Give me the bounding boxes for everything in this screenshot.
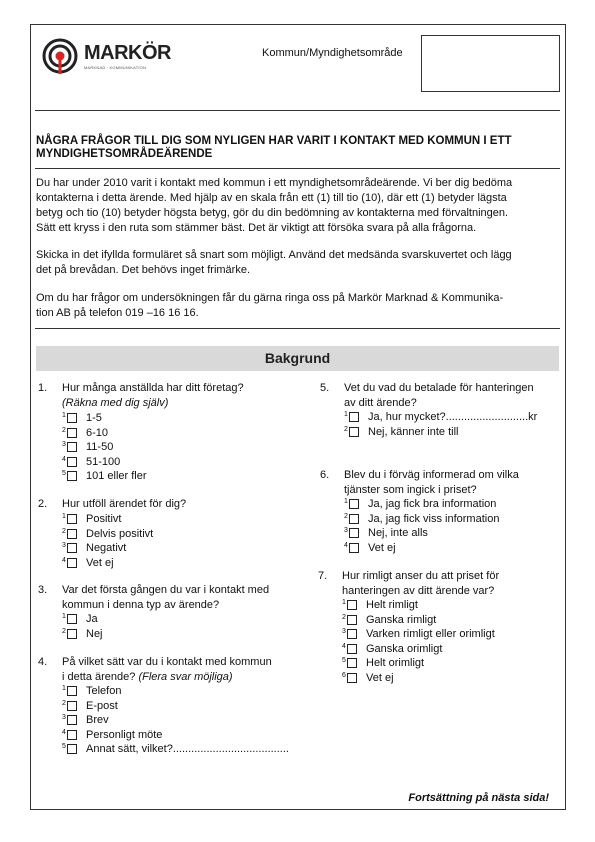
option-label: Nej bbox=[86, 627, 103, 640]
question-text: av ditt ärende? bbox=[344, 396, 417, 409]
option-number: 2 bbox=[62, 527, 66, 535]
option-number: 3 bbox=[62, 441, 66, 448]
question-number: 4. bbox=[38, 656, 48, 668]
checkbox[interactable] bbox=[67, 614, 77, 624]
checkbox[interactable] bbox=[349, 514, 359, 524]
option-label: Personligt möte bbox=[86, 728, 163, 741]
divider bbox=[35, 168, 560, 169]
question-number: 2. bbox=[38, 498, 48, 510]
continuation-note: Fortsättning på nästa sida! bbox=[408, 792, 549, 804]
question-text bbox=[62, 670, 233, 685]
checkbox[interactable] bbox=[67, 715, 77, 725]
question-number: 7. bbox=[318, 570, 328, 582]
question-text: hanteringen av ditt ärende var? bbox=[342, 584, 495, 597]
option-number: 4 bbox=[62, 556, 66, 564]
option-label: Brev bbox=[86, 714, 109, 726]
checkbox[interactable] bbox=[67, 543, 77, 553]
checkbox[interactable] bbox=[67, 413, 77, 423]
option-label: Varken rimligt eller orimligt bbox=[366, 628, 495, 640]
checkbox[interactable] bbox=[347, 600, 357, 610]
option-label: Negativt bbox=[86, 542, 127, 554]
option-label: 1-5 bbox=[86, 412, 102, 424]
question-text: Hur rimligt anser du att priset för bbox=[342, 570, 500, 582]
option-label: Telefon bbox=[86, 685, 122, 697]
checkbox[interactable] bbox=[67, 730, 77, 740]
option-label: 6-10 bbox=[86, 426, 109, 439]
question-text: kommun i denna typ av ärende? bbox=[62, 598, 220, 611]
option-number: 3 bbox=[344, 527, 348, 534]
question-text: Blev du i förväg informerad om vilka bbox=[344, 469, 519, 481]
checkbox[interactable] bbox=[67, 629, 77, 639]
option-number: 2 bbox=[344, 512, 348, 520]
question-number: 3. bbox=[38, 584, 48, 596]
option-number: 1 bbox=[62, 685, 66, 692]
option-number: 6 bbox=[342, 671, 346, 679]
checkbox[interactable] bbox=[347, 658, 357, 668]
option-number: 2 bbox=[62, 426, 66, 434]
option-number: 3 bbox=[62, 542, 66, 549]
option-label: Nej, känner inte till bbox=[368, 425, 459, 438]
logo-text: MARKÖR bbox=[84, 42, 171, 64]
divider bbox=[35, 110, 560, 111]
option-number: 2 bbox=[342, 613, 346, 621]
intro-line: kontakterna i detta ärende. Med hjälp av en skala från ett (1) till tio (10), där ett (1) betyder lägsta bbox=[36, 192, 507, 204]
question-text: På vilket sätt var du i kontakt med kommun bbox=[62, 656, 272, 668]
option-number: 3 bbox=[62, 714, 66, 721]
checkbox[interactable] bbox=[67, 701, 77, 711]
intro-line: Om du har frågor om undersökningen får du gärna ringa oss på Markör Marknad & Kommunika- bbox=[36, 292, 504, 304]
kommun-label: Kommun/Myndighetsområde bbox=[262, 47, 403, 59]
option-label: Ja, jag fick bra information bbox=[368, 498, 497, 510]
option-number: 4 bbox=[62, 455, 66, 463]
intro-line: det på brevådan. Det behövs inget frimärke. bbox=[36, 264, 251, 276]
option-label: Vet ej bbox=[366, 671, 394, 684]
section-title: Bakgrund bbox=[36, 346, 559, 371]
divider bbox=[35, 328, 560, 329]
intro-line: Du har under 2010 varit i kontakt med kommun i ett myndighetsområdeärende. Vi ber dig bedöma bbox=[36, 177, 513, 189]
option-number: 4 bbox=[344, 541, 348, 549]
checkbox[interactable] bbox=[67, 744, 77, 754]
checkbox[interactable] bbox=[67, 471, 77, 481]
survey-heading: NÅGRA FRÅGOR TILL DIG SOM NYLIGEN HAR VARIT I KONTAKT MED KOMMUN I ETT MYNDIGHETSOMRÅDEÄRENDE bbox=[36, 135, 512, 160]
question-text: tjänster som ingick i priset? bbox=[344, 483, 477, 496]
option-label: Helt rimligt bbox=[366, 599, 418, 611]
option-number: 1 bbox=[344, 411, 348, 418]
option-number: 2 bbox=[62, 699, 66, 707]
option-number: 1 bbox=[62, 613, 66, 620]
option-label: Annat sätt, vilket?...................................... bbox=[86, 743, 289, 755]
option-label: Positivt bbox=[86, 513, 122, 525]
option-number: 5 bbox=[62, 470, 66, 477]
checkbox[interactable] bbox=[67, 529, 77, 539]
option-label: E-post bbox=[86, 699, 118, 712]
intro-paragraph-1 bbox=[36, 176, 562, 236]
checkbox[interactable] bbox=[67, 442, 77, 452]
question-number: 6. bbox=[320, 469, 330, 481]
intro-line: tion AB på telefon 019 –16 16 16. bbox=[36, 307, 199, 319]
option-label: Vet ej bbox=[86, 556, 114, 569]
question-text-part: i detta ärende? bbox=[62, 670, 139, 683]
option-number: 2 bbox=[344, 425, 348, 433]
checkbox[interactable] bbox=[347, 644, 357, 654]
option-number: 2 bbox=[62, 627, 66, 635]
option-number: 5 bbox=[62, 743, 66, 750]
option-number: 1 bbox=[62, 412, 66, 419]
question-text: Hur många anställda har ditt företag? bbox=[62, 382, 244, 394]
checkbox[interactable] bbox=[347, 629, 357, 639]
option-label: Ja bbox=[86, 613, 98, 625]
target-logo-icon bbox=[40, 38, 80, 78]
markor-logo bbox=[40, 38, 180, 78]
question-hint: (Flera svar möjliga) bbox=[138, 670, 233, 683]
logo-tagline: MARKNAD · KOMMUNIKATION bbox=[84, 65, 147, 70]
kommun-input-box[interactable] bbox=[421, 35, 560, 92]
checkbox[interactable] bbox=[347, 615, 357, 625]
checkbox[interactable] bbox=[67, 428, 77, 438]
option-label: Ja, hur mycket?...........................kr bbox=[368, 411, 538, 423]
checkbox[interactable] bbox=[67, 686, 77, 696]
checkbox[interactable] bbox=[349, 543, 359, 553]
option-label: Ja, jag fick viss information bbox=[368, 512, 500, 525]
option-label: Vet ej bbox=[368, 541, 396, 554]
question-number: 1. bbox=[38, 382, 48, 394]
option-label: Ganska orimligt bbox=[366, 642, 443, 655]
option-number: 1 bbox=[344, 498, 348, 505]
checkbox[interactable] bbox=[67, 457, 77, 467]
option-number: 4 bbox=[342, 642, 346, 650]
checkbox[interactable] bbox=[349, 499, 359, 509]
question-number: 5. bbox=[320, 382, 330, 394]
intro-paragraph-2 bbox=[36, 248, 562, 278]
intro-line: betyg och tio (10) betyder högsta betyg, gör du din bedömning av kontakterna med förvaltningen. bbox=[36, 207, 509, 219]
question-text: Var det första gången du var i kontakt med bbox=[62, 584, 270, 596]
option-number: 3 bbox=[342, 628, 346, 635]
checkbox[interactable] bbox=[347, 673, 357, 683]
option-label: 11-50 bbox=[86, 441, 114, 453]
option-number: 4 bbox=[62, 728, 66, 736]
intro-paragraph-3 bbox=[36, 291, 562, 321]
option-label: 51-100 bbox=[86, 455, 121, 468]
intro-line: Sätt ett kryss i den ruta som stämmer bäst. Det är viktigt att försöka svara på alla frågorna. bbox=[36, 222, 477, 234]
checkbox[interactable] bbox=[349, 412, 359, 422]
checkbox[interactable] bbox=[67, 514, 77, 524]
option-label: Ganska rimligt bbox=[366, 613, 437, 626]
checkbox[interactable] bbox=[349, 528, 359, 538]
intro-line: Skicka in det ifyllda formuläret så snart som möjligt. Använd det medsända svarskuvertet och lägg bbox=[36, 249, 512, 261]
option-label: Helt orimligt bbox=[366, 657, 425, 669]
question-hint: (Räkna med dig själv) bbox=[62, 396, 169, 409]
question-text: Hur utföll ärendet för dig? bbox=[62, 498, 187, 510]
option-number: 1 bbox=[342, 599, 346, 606]
checkbox[interactable] bbox=[67, 558, 77, 568]
question-text: Vet du vad du betalade för hanteringen bbox=[344, 382, 534, 394]
option-label: Delvis positivt bbox=[86, 527, 154, 540]
checkbox[interactable] bbox=[349, 427, 359, 437]
option-number: 5 bbox=[342, 657, 346, 664]
option-number: 1 bbox=[62, 513, 66, 520]
option-label: 101 eller fler bbox=[86, 470, 147, 482]
option-label: Nej, inte alls bbox=[368, 527, 428, 539]
